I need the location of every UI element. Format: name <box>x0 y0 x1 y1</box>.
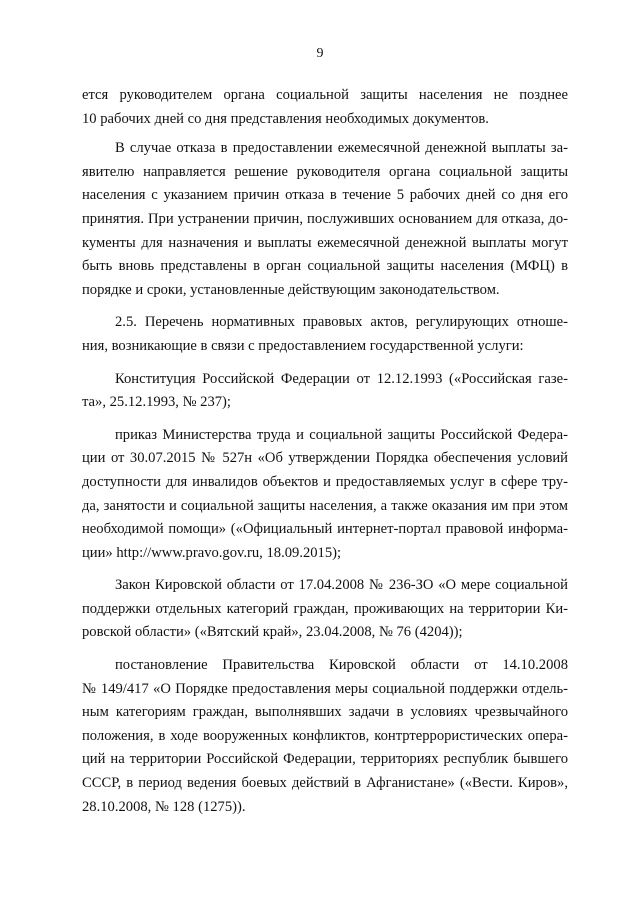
paragraph <box>82 574 568 645</box>
text-line: ровской области» («Вятский край», 23.04.2008, № 76 (4204)); <box>82 624 463 641</box>
text-line: 10 рабочих дней со дня представления необходимых документов. <box>82 110 489 127</box>
text-line: постановление Правительства Кировской области от 14.10.2008 <box>115 657 568 674</box>
paragraph <box>82 311 568 358</box>
text-line: ции» http://www.pravo.gov.ru, 18.09.2015); <box>82 544 342 561</box>
paragraph <box>82 84 568 131</box>
text-line: В случае отказа в предоставлении ежемесячной денежной выплаты за- <box>115 140 568 157</box>
text-line: быть вновь представлены в орган социальной защиты населения (МФЦ) в <box>82 258 568 275</box>
text-line: населения с указанием причин отказа в течение 5 рабочих дней со дня его <box>82 187 568 204</box>
text-line: ции от 30.07.2015 № 527н «Об утверждении Порядка обеспечения условий <box>82 450 568 467</box>
text-line: да, занятости и социальной защиты населения, а также оказания им при этом <box>82 497 568 514</box>
text-line: 28.10.2008, № 128 (1275)). <box>82 798 246 815</box>
text-line: Конституция Российской Федерации от 12.12.1993 («Российская газе- <box>115 370 568 387</box>
page-number: 9 <box>316 46 324 61</box>
text-line: явителю направляется решение руководителя органа социальной защиты <box>82 163 568 180</box>
document-body <box>82 84 568 819</box>
text-line: ется руководителем органа социальной защиты населения не позднее <box>82 87 568 103</box>
text-line: ций на территории Российской Федерации, территориях республик бывшего <box>82 751 568 768</box>
paragraph <box>82 654 568 819</box>
text-line: № 149/417 «О Порядке предоставления меры социальной поддержки отдель- <box>82 680 568 697</box>
text-line: принятия. При устранении причин, послуживших основанием для отказа, до- <box>82 210 568 227</box>
paragraph <box>82 368 568 415</box>
text-line: Закон Кировской области от 17.04.2008 № 236-ЗО «О мере социальной <box>115 577 568 594</box>
text-line: положения, в ходе вооруженных конфликтов, контртеррористических опера- <box>82 727 568 744</box>
text-line: поддержки отдельных категорий граждан, проживающих на территории Ки- <box>82 600 568 617</box>
text-line: 2.5. Перечень нормативных правовых актов, регулирующих отноше- <box>115 314 568 331</box>
text-line: ния, возникающие в связи с предоставлением государственной услуги: <box>82 337 524 354</box>
text-line: ным категориям граждан, выполнявших задачи в условиях чрезвычайного <box>82 704 568 721</box>
text-line: та», 25.12.1993, № 237); <box>82 394 231 411</box>
text-line: кументы для назначения и выплаты ежемесячной денежной выплаты могут <box>82 234 568 251</box>
text-line: порядке и сроки, установленные действующим законодательством. <box>82 281 500 298</box>
text-line: СССР, в период ведения боевых действий в Афганистане» («Вести. Киров», <box>82 775 568 792</box>
text-line: приказ Министерства труда и социальной защиты Российской Федера- <box>115 426 568 443</box>
paragraph <box>82 137 568 302</box>
paragraph <box>82 424 568 566</box>
text-line: необходимой помощи» («Официальный интернет-портал правовой информа- <box>82 521 568 538</box>
text-line: доступности для инвалидов объектов и предоставляемых услуг в сфере тру- <box>82 473 568 490</box>
